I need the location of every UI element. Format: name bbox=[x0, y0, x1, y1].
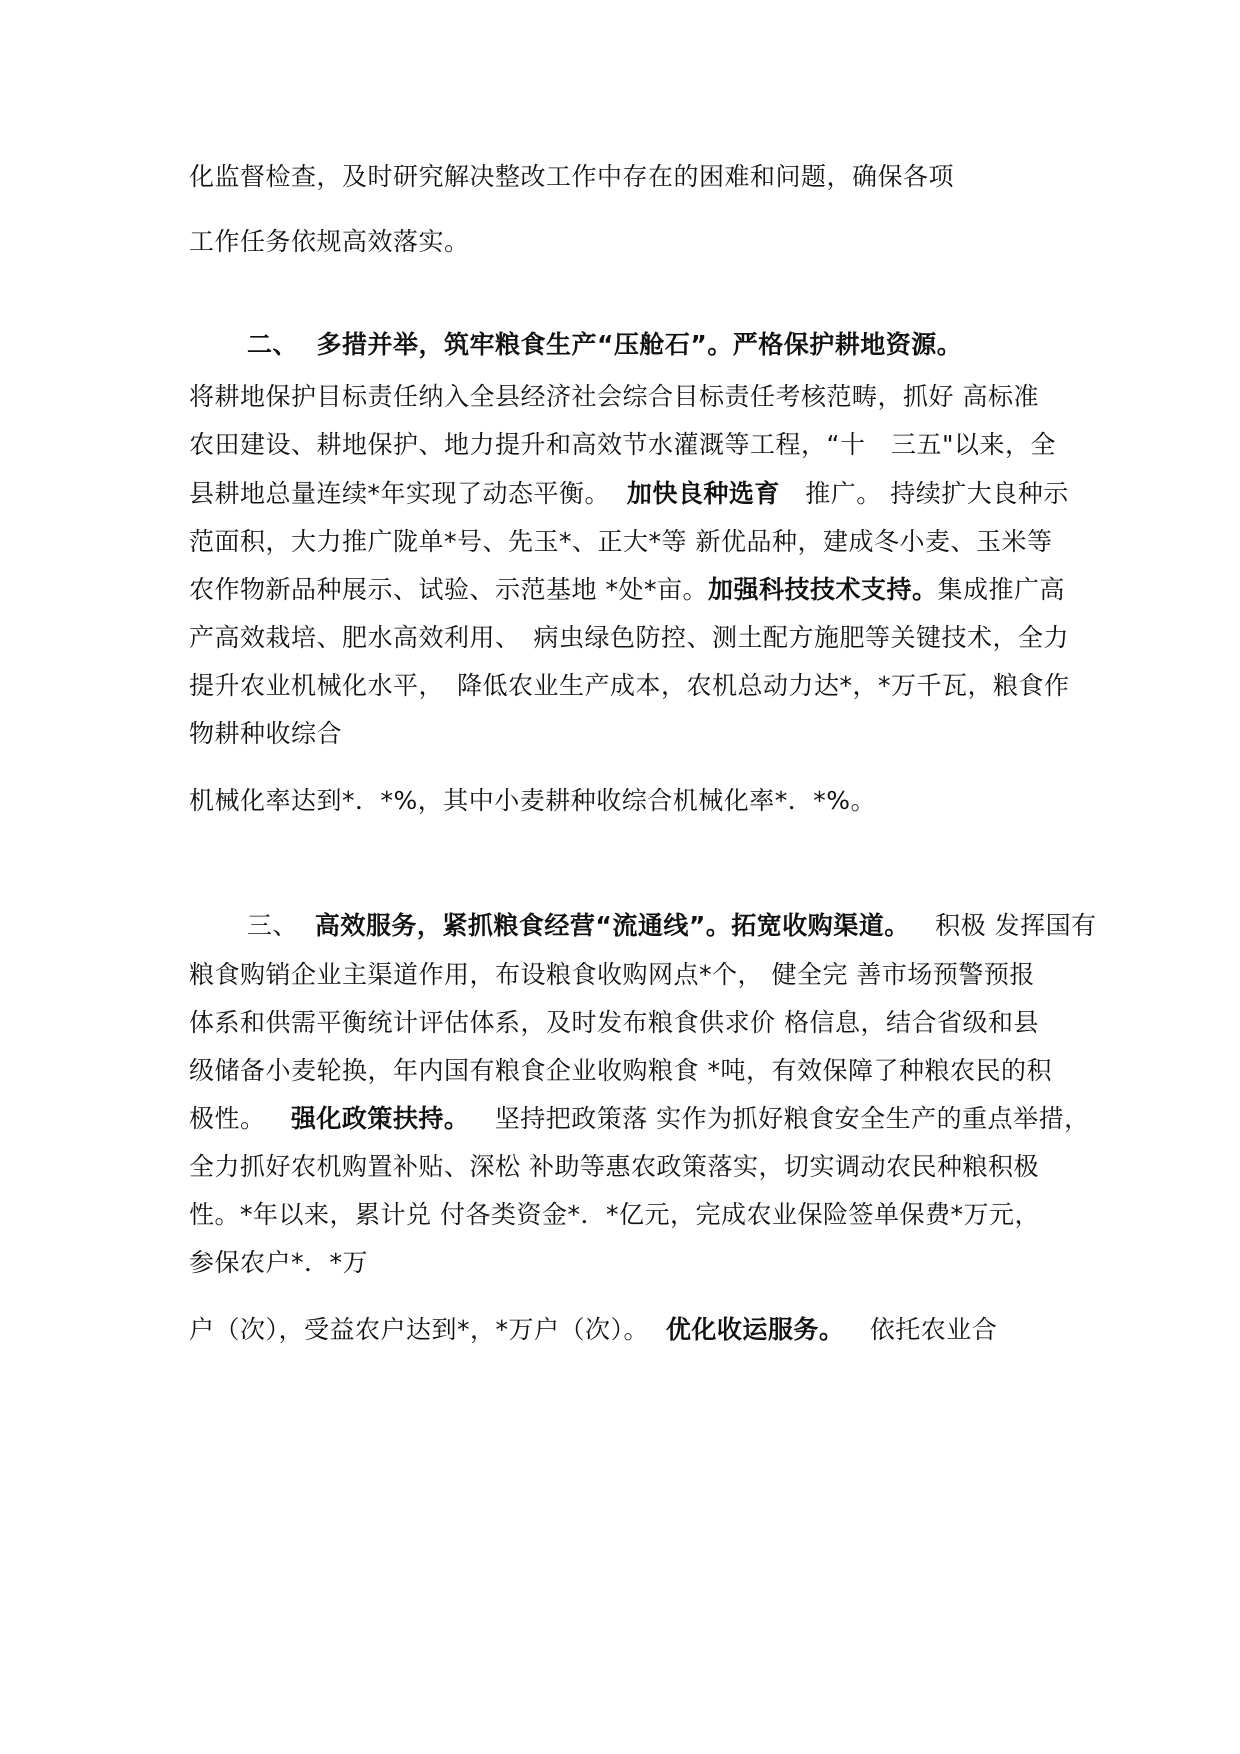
section-heading bbox=[247, 328, 962, 362]
bold-phrase: 强化政策扶持。 bbox=[290, 1104, 470, 1133]
bold-phrase: 优化收运服务。 bbox=[665, 1315, 845, 1344]
text-run: 集成推广高 bbox=[937, 575, 1065, 604]
text-run: 依托农业合 bbox=[869, 1315, 998, 1344]
paragraph-line: 提升农业机械化水平， 降低农业生产成本，农机总动力达*，*万千瓦，粮食作 bbox=[189, 671, 1070, 700]
bold-phrase: 加强科技技术支持。 bbox=[707, 575, 938, 604]
paragraph-line: 范面积，大力推广陇单*号、先玉*、正大*等 新优品种，建成冬小麦、玉米等 bbox=[189, 527, 1053, 556]
paragraph-line: 产高效栽培、肥水高效利用、 病虫绿色防控、测土配方施肥等关键技术，全力 bbox=[189, 623, 1070, 652]
bold-phrase: 加快良种选育 bbox=[626, 479, 780, 508]
paragraph-line bbox=[189, 573, 1065, 607]
section-number: 三、 bbox=[247, 911, 299, 940]
paragraph-line: 工作任务依规高效落实。 bbox=[189, 227, 470, 256]
paragraph-line bbox=[189, 1102, 1090, 1136]
paragraph-line: 将耕地保护目标责任纳入全县经济社会综合目标责任考核范畴，抓好 高标准 bbox=[189, 382, 1039, 411]
section-heading bbox=[247, 909, 1097, 943]
paragraph-line: 粮食购销企业主渠道作用，布设粮食收购网点*个， 健全完 善市场预警预报 bbox=[189, 960, 1035, 989]
text-run: 坚持把政策落 实作为抓好粮食安全生产的重点举措， bbox=[494, 1104, 1090, 1133]
paragraph-line bbox=[189, 477, 1069, 511]
paragraph-line: 参保农户*．*万 bbox=[189, 1248, 369, 1277]
paragraph-line: 级储备小麦轮换，年内国有粮食企业收购粮食 *吨，有效保障了种粮农民的积 bbox=[189, 1056, 1052, 1085]
section-title: 高效服务，紧抓粮食经营“流通线”。拓宽收购渠道。 bbox=[314, 911, 910, 940]
text-run: 农作物新品种展示、试验、示范基地 *处*亩。 bbox=[189, 575, 708, 604]
paragraph-line bbox=[189, 1313, 997, 1347]
paragraph-line: 全力抓好农机购置补贴、深松 补助等惠农政策落实，切实调动农民种粮积极 bbox=[189, 1152, 1039, 1181]
text-run: 极性。 bbox=[189, 1104, 266, 1133]
paragraph-line: 化监督检查，及时研究解决整改工作中存在的困难和问题，确保各项 bbox=[189, 162, 955, 191]
paragraph-line: 物耕种收综合 bbox=[189, 719, 343, 748]
text-run: 户（次），受益农户达到*，*万户（次）。 bbox=[189, 1315, 650, 1344]
paragraph-line: 体系和供需平衡统计评估体系，及时发布粮食供求价 格信息，结合省级和县 bbox=[189, 1008, 1039, 1037]
paragraph-line: 机械化率达到*．*%，其中小麦耕种收综合机械化率*．*%。 bbox=[189, 786, 877, 815]
section-title: 多措并举，筑牢粮食生产“压舱石”。严格保护耕地资源。 bbox=[316, 330, 963, 359]
text-run: 推广。 持续扩大良种示 bbox=[805, 479, 1069, 508]
text-run: 县耕地总量连续*年实现了动态平衡。 bbox=[189, 479, 611, 508]
paragraph-line: 农田建设、耕地保护、地力提升和高效节水灌溉等工程，“十 三五"以来，全 bbox=[189, 430, 1056, 459]
section-number: 二、 bbox=[247, 330, 299, 359]
paragraph-line: 性。*年以来，累计兑 付各类资金*．*亿元，完成农业保险签单保费*万元， bbox=[189, 1200, 1040, 1229]
text-run: 积极 发挥国有 bbox=[935, 911, 1097, 940]
